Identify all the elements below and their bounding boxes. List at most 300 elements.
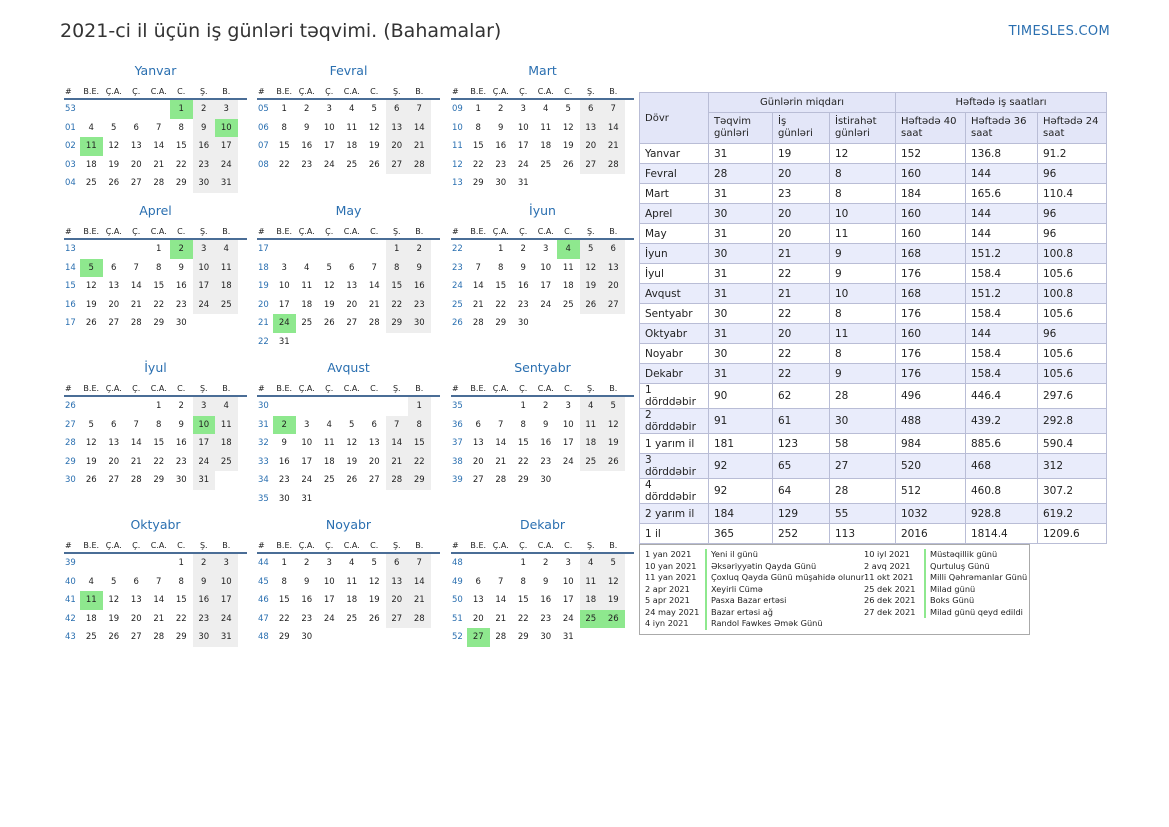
day-cell: 4: [580, 397, 603, 416]
summary-row: [640, 304, 1107, 324]
col-hours-40: Həftədə 40 saat: [896, 113, 966, 144]
weekday-label: C.A.: [537, 87, 554, 96]
day-cell: 29: [517, 632, 529, 642]
week-number: 51: [452, 613, 463, 624]
week-row: [451, 554, 634, 573]
day-cell: 28: [386, 471, 409, 490]
day-cell: 10: [323, 576, 335, 587]
day-cell: 6: [602, 240, 625, 259]
weekday-header: [257, 539, 440, 554]
holiday-date: 11 okt 2021: [864, 572, 914, 582]
day-cell: 6: [475, 576, 481, 587]
value-cell: 28: [830, 479, 896, 504]
period-cell: Mart: [640, 184, 709, 204]
day-cell: 26: [580, 296, 603, 315]
day-cell: 5: [326, 262, 332, 273]
day-cell: 3: [565, 401, 571, 411]
day-cell: 7: [408, 554, 431, 573]
day-cell: 21: [495, 456, 507, 467]
day-cell: 28: [153, 632, 165, 642]
summary-row: [640, 324, 1107, 344]
weekday-label: Ç.A.: [298, 87, 315, 96]
day-cell: 19: [562, 141, 574, 151]
week-number: 41: [65, 595, 76, 605]
weekday-label: C.A.: [343, 87, 360, 96]
day-cell: 4: [543, 104, 549, 114]
day-cell: 21: [130, 456, 142, 467]
day-cell: 2: [408, 240, 431, 259]
weekday-label: Ç.A.: [492, 227, 509, 236]
day-cell: [103, 100, 126, 119]
day-cell: 16: [495, 141, 507, 151]
weekday-label: C.: [370, 384, 379, 393]
day-cell: 27: [368, 475, 380, 485]
day-cell: 2: [543, 558, 549, 568]
week-row: [451, 296, 634, 315]
weekday-header: [64, 225, 247, 240]
day-cell: 25: [580, 610, 603, 629]
day-cell: 9: [498, 122, 504, 133]
day-cell: 17: [562, 595, 574, 605]
value-cell: 297.6: [1038, 384, 1107, 409]
week-number: 44: [258, 558, 269, 568]
week-number: 07: [258, 141, 269, 151]
day-cell: 3: [543, 244, 549, 254]
day-cell: 17: [193, 434, 216, 453]
day-cell: 7: [602, 100, 625, 119]
day-cell: 1: [520, 558, 526, 568]
week-row: [64, 296, 247, 315]
day-cell: 21: [408, 137, 431, 156]
day-cell: 11: [540, 122, 552, 133]
week-row: [451, 259, 634, 278]
week-row: [451, 591, 634, 610]
value-cell: 12: [830, 144, 896, 164]
month-name: Oktyabr: [130, 517, 181, 532]
weekday-label: B.E.: [470, 384, 487, 393]
week-number: 32: [258, 438, 269, 448]
day-cell: [602, 314, 625, 333]
day-cell: [490, 397, 513, 416]
day-cell: 16: [193, 137, 216, 156]
week-row: [257, 240, 440, 259]
summary-row: [640, 344, 1107, 364]
weekday-label: Ş.: [392, 227, 401, 236]
value-cell: 160: [896, 204, 966, 224]
day-cell: [296, 240, 319, 259]
week-row: [451, 434, 634, 453]
day-cell: [363, 240, 386, 259]
week-number: 22: [258, 336, 269, 347]
day-cell: 14: [130, 281, 142, 291]
day-cell: 19: [323, 299, 335, 310]
week-row: [451, 100, 634, 119]
value-cell: 105.6: [1038, 264, 1107, 284]
value-cell: 30: [830, 409, 896, 434]
value-cell: 22: [773, 344, 830, 364]
day-cell: 13: [368, 438, 380, 448]
day-cell: 15: [386, 277, 409, 296]
weekday-label: #: [65, 227, 72, 236]
value-cell: 8: [830, 304, 896, 324]
holiday-entry: [864, 607, 1027, 619]
day-cell: 28: [368, 318, 380, 328]
day-cell: 10: [193, 259, 216, 278]
summary-row: [640, 454, 1107, 479]
day-cell: 31: [215, 174, 238, 193]
value-cell: 31: [709, 144, 773, 164]
value-cell: 65: [773, 454, 830, 479]
day-cell: 22: [153, 456, 165, 467]
value-cell: 21: [773, 244, 830, 264]
summary-row: [640, 479, 1107, 504]
month-calendar: [451, 518, 634, 647]
summary-row: [640, 384, 1107, 409]
day-cell: 6: [386, 100, 409, 119]
holiday-entry: [864, 561, 1027, 573]
day-cell: 31: [278, 336, 290, 347]
day-cell: 3: [281, 262, 287, 273]
day-cell: 2: [193, 100, 216, 119]
week-number: 39: [452, 475, 463, 485]
weekday-header: [257, 382, 440, 397]
value-cell: 96: [1038, 224, 1107, 244]
weekday-label: C.: [370, 87, 379, 96]
brand-link[interactable]: TIMESLES.COM: [1008, 24, 1110, 39]
day-cell: 15: [517, 438, 529, 448]
day-cell: 6: [349, 262, 355, 273]
day-cell: 17: [301, 456, 313, 467]
day-cell: 15: [517, 595, 529, 605]
week-row: [257, 277, 440, 296]
holiday-entry: [645, 561, 864, 573]
week-number: 45: [258, 576, 269, 587]
day-cell: 25: [346, 613, 358, 624]
day-cell: [193, 314, 216, 333]
day-cell: 25: [323, 475, 335, 485]
day-cell: 7: [371, 262, 377, 273]
week-row: [64, 453, 247, 472]
day-cell: 8: [498, 262, 504, 273]
day-cell: 8: [281, 576, 287, 587]
value-cell: 30: [709, 244, 773, 264]
value-cell: 30: [709, 344, 773, 364]
month-calendar: [257, 204, 440, 351]
week-number: 20: [258, 299, 269, 310]
day-cell: 28: [153, 178, 165, 188]
value-cell: 31: [709, 264, 773, 284]
day-cell: 8: [281, 122, 287, 133]
period-cell: İyul: [640, 264, 709, 284]
day-cell: 5: [88, 419, 94, 430]
day-cell: 27: [386, 610, 409, 629]
value-cell: 8: [830, 184, 896, 204]
day-cell: [580, 471, 603, 490]
day-cell: 6: [133, 122, 139, 133]
day-cell: 12: [602, 573, 625, 592]
holiday-name: Milli Qəhrəmanlar Günü: [924, 572, 1027, 584]
day-cell: 23: [301, 613, 313, 624]
value-cell: 9: [830, 264, 896, 284]
month-calendar: [257, 361, 440, 508]
day-cell: 1: [156, 401, 162, 411]
day-cell: 1: [281, 104, 287, 114]
week-row: [257, 490, 440, 509]
day-cell: 5: [602, 397, 625, 416]
day-cell: [557, 471, 580, 490]
day-cell: 10: [517, 122, 529, 133]
value-cell: 10: [830, 204, 896, 224]
day-cell: 10: [215, 573, 238, 592]
holiday-name: Bazar ertəsi ağ: [705, 607, 773, 619]
month-calendar: [64, 204, 247, 333]
day-cell: [580, 314, 603, 333]
holiday-name: Yeni il günü: [705, 549, 758, 561]
day-cell: 28: [495, 475, 507, 485]
day-cell: 17: [215, 591, 238, 610]
day-cell: 20: [602, 277, 625, 296]
day-cell: 23: [193, 610, 216, 629]
day-cell: [386, 397, 409, 416]
weekday-label: #: [452, 384, 459, 393]
weekday-label: B.E.: [470, 541, 487, 550]
weekday-label: B.: [222, 541, 231, 550]
week-row: [451, 471, 634, 490]
day-cell: 30: [540, 632, 552, 642]
day-cell: 30: [278, 493, 290, 504]
week-row: [257, 156, 440, 175]
holiday-name: Milad günü: [924, 584, 975, 596]
day-cell: 5: [565, 104, 571, 114]
weekday-label: Ç.A.: [298, 227, 315, 236]
period-cell: 3 dörddəbir: [640, 454, 709, 479]
day-cell: 21: [368, 299, 380, 310]
weekday-label: #: [258, 87, 265, 96]
day-cell: [341, 333, 364, 352]
day-cell: [341, 628, 364, 647]
day-cell: 7: [498, 419, 504, 430]
day-cell: 15: [278, 595, 290, 605]
month-name: Yanvar: [134, 63, 177, 78]
week-number: 26: [452, 318, 463, 328]
weekday-label: Ç.A.: [492, 541, 509, 550]
value-cell: 28: [830, 384, 896, 409]
week-number: 35: [258, 493, 269, 504]
value-cell: 460.8: [966, 479, 1038, 504]
day-cell: 3: [193, 240, 216, 259]
weekday-label: Ş.: [586, 384, 595, 393]
day-cell: [215, 314, 238, 333]
day-cell: [273, 240, 296, 259]
day-cell: 18: [85, 613, 97, 624]
week-row: [64, 137, 247, 156]
week-row: [64, 259, 247, 278]
month-name: May: [335, 203, 362, 218]
day-cell: 28: [408, 156, 431, 175]
day-cell: 3: [520, 104, 526, 114]
value-cell: 21: [773, 284, 830, 304]
day-cell: 15: [472, 141, 484, 151]
day-cell: 27: [472, 475, 484, 485]
weekday-label: Ç.: [325, 227, 334, 236]
month-name: Noyabr: [325, 517, 372, 532]
holiday-name: Milad günü qeyd edildi: [924, 607, 1023, 619]
day-cell: 12: [108, 141, 120, 151]
value-cell: 23: [773, 184, 830, 204]
day-cell: 11: [346, 576, 358, 587]
day-cell: 23: [175, 299, 187, 310]
week-number: 25: [452, 299, 463, 310]
day-cell: 21: [472, 299, 484, 310]
value-cell: 144: [966, 164, 1038, 184]
day-cell: 27: [602, 296, 625, 315]
weekday-label: B.: [222, 384, 231, 393]
day-cell: 21: [153, 613, 165, 624]
day-cell: [80, 397, 103, 416]
day-cell: 2: [543, 401, 549, 411]
day-cell: 11: [80, 137, 103, 156]
day-cell: 19: [368, 595, 380, 605]
week-row: [451, 416, 634, 435]
week-row: [257, 610, 440, 629]
weekday-header: [64, 85, 247, 100]
day-cell: 24: [562, 456, 574, 467]
day-cell: 4: [349, 558, 355, 568]
day-cell: [386, 628, 409, 647]
value-cell: 91.2: [1038, 144, 1107, 164]
weekday-label: Ç.: [132, 227, 141, 236]
day-cell: 2: [498, 104, 504, 114]
holiday-date: 2 apr 2021: [645, 583, 690, 594]
day-cell: 2: [520, 244, 526, 254]
week-row: [257, 100, 440, 119]
holiday-entry: [864, 584, 1027, 596]
day-cell: 4: [215, 397, 238, 416]
day-cell: 18: [85, 159, 97, 170]
holiday-name: Randol Fawkes Əmək Günü: [705, 618, 823, 630]
day-cell: 28: [602, 156, 625, 175]
weekday-label: Ş.: [392, 384, 401, 393]
day-cell: 31: [301, 493, 313, 504]
day-cell: 19: [602, 591, 625, 610]
day-cell: 25: [540, 159, 552, 170]
week-number: 10: [452, 122, 463, 133]
summary-row: [640, 184, 1107, 204]
day-cell: [318, 628, 341, 647]
week-row: [451, 610, 634, 629]
day-cell: 25: [562, 299, 574, 310]
day-cell: 13: [472, 595, 484, 605]
week-number: 13: [65, 244, 76, 254]
day-cell: 10: [215, 119, 238, 138]
day-cell: 9: [178, 262, 184, 273]
week-number: 04: [65, 178, 76, 188]
weekday-label: Ç.: [519, 541, 528, 550]
day-cell: 11: [580, 416, 603, 435]
day-cell: 13: [130, 595, 142, 605]
week-number: 11: [452, 141, 463, 151]
day-cell: 15: [278, 141, 290, 151]
day-cell: 31: [193, 471, 216, 490]
day-cell: 26: [346, 475, 358, 485]
holiday-date: 11 yan 2021: [645, 572, 697, 582]
day-cell: 9: [520, 262, 526, 273]
day-cell: 22: [278, 613, 290, 624]
value-cell: 928.8: [966, 504, 1038, 524]
holiday-date: 5 apr 2021: [645, 595, 690, 605]
week-row: [64, 174, 247, 193]
day-cell: 22: [278, 159, 290, 170]
day-cell: 10: [540, 262, 552, 273]
page-title: 2021-ci il üçün iş günləri təqvimi. (Bahamalar): [60, 20, 502, 42]
week-row: [257, 137, 440, 156]
value-cell: 31: [709, 184, 773, 204]
week-row: [64, 416, 247, 435]
month-calendar: [64, 518, 247, 647]
day-cell: 24: [540, 299, 552, 310]
value-cell: 168: [896, 244, 966, 264]
weekday-header: [64, 382, 247, 397]
weekday-label: B.: [415, 87, 424, 96]
day-cell: [363, 333, 386, 352]
day-cell: 25: [215, 296, 238, 315]
day-cell: 16: [408, 277, 431, 296]
summary-row: [640, 284, 1107, 304]
day-cell: 14: [472, 281, 484, 291]
day-cell: 23: [193, 156, 216, 175]
day-cell: 8: [520, 576, 526, 587]
day-cell: 21: [153, 159, 165, 170]
weekday-label: B.: [415, 384, 424, 393]
value-cell: 105.6: [1038, 304, 1107, 324]
day-cell: [535, 314, 558, 333]
day-cell: 28: [472, 318, 484, 328]
day-cell: 30: [193, 174, 216, 193]
day-cell: 22: [175, 613, 187, 624]
day-cell: 16: [278, 456, 290, 467]
period-cell: May: [640, 224, 709, 244]
value-cell: 590.4: [1038, 434, 1107, 454]
holiday-date: 26 dek 2021: [864, 595, 916, 605]
value-cell: 176: [896, 344, 966, 364]
day-cell: [80, 554, 103, 573]
holiday-name: Əksəriyyətin Qayda Günü: [705, 561, 816, 573]
day-cell: 26: [85, 318, 97, 328]
value-cell: 365: [709, 524, 773, 544]
day-cell: [318, 333, 341, 352]
value-cell: 144: [966, 224, 1038, 244]
day-cell: 6: [111, 419, 117, 430]
day-cell: [125, 397, 148, 416]
value-cell: 512: [896, 479, 966, 504]
day-cell: 15: [153, 281, 165, 291]
day-cell: 9: [408, 259, 431, 278]
month-calendar: [257, 518, 440, 647]
month-name: Sentyabr: [514, 360, 571, 375]
day-cell: 8: [475, 122, 481, 133]
weekday-label: #: [452, 87, 459, 96]
day-cell: 24: [301, 475, 313, 485]
weekday-label: C.: [370, 541, 379, 550]
day-cell: 1: [281, 558, 287, 568]
week-number: 08: [258, 159, 269, 170]
week-number: 37: [452, 438, 463, 448]
day-cell: 31: [517, 178, 529, 188]
day-cell: [148, 100, 171, 119]
weekday-label: B.: [609, 227, 618, 236]
day-cell: 20: [108, 456, 120, 467]
day-cell: 12: [602, 416, 625, 435]
